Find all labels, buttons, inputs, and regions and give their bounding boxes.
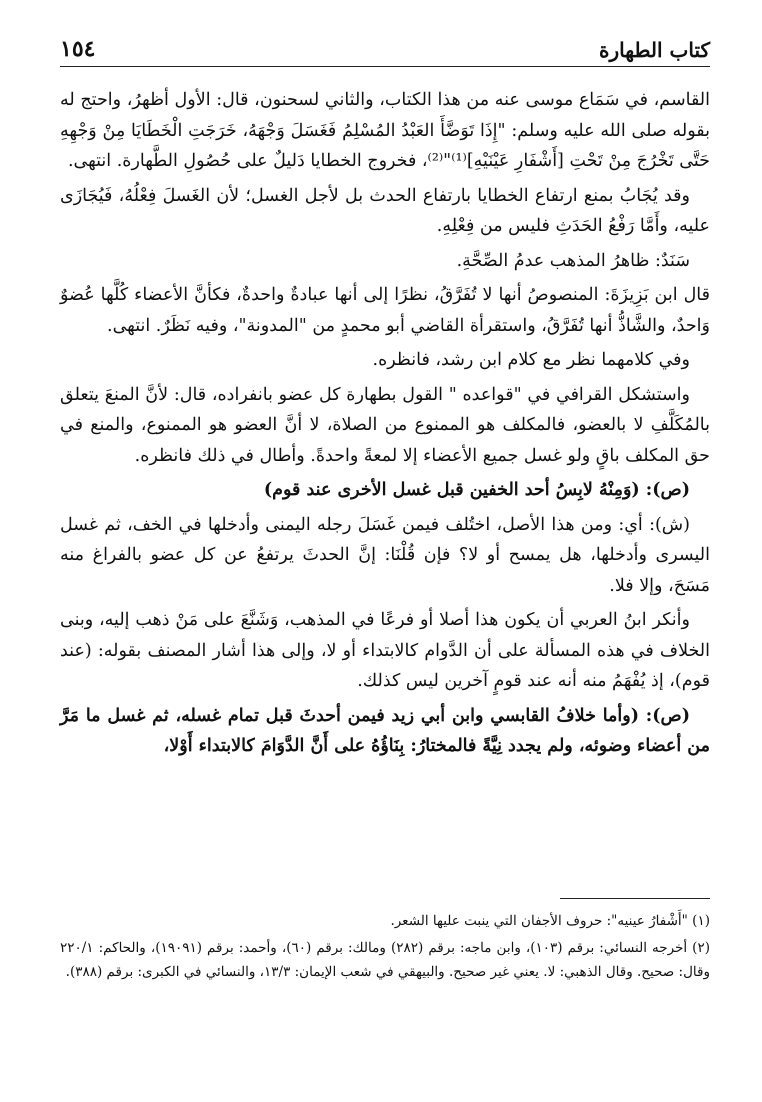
book-title: كتاب الطهارة [599,38,710,62]
matn-heading: (ص): (وَمِنْهُ لابِسُ أحد الخفين قبل غسل الأخرى عند قوم) [263,480,690,500]
paragraph: واستشكل القرافي في "قواعده " القول بطهارة كل عضو بانفراده، قال: لأنَّ المنعَ يتعلق بالمُكَلَّفِ لا بالعضو، فالمكلف هو الممنوع من الصلاة، لا أنَّ العضو هو الممنوع، والمنع في حق المكلف باقٍ ولو غسل جميع الأعضاء إلا لمعةً واحدةً. وأطال في ذلك فانظره. [60,384,710,466]
paragraph: قال ابن بَزِيزَةَ: المنصوصُ أنها لا تُفَرَّقُ، نظرًا إلى أنها عبادةٌ واحدةٌ، فكأنَّ الأعضاء كُلَّها عُضوٌ وَاحدٌ، والشَّاذُّ أنها تُفَرَّقُ، واستقرأة القاضي أبو محمدٍ من "المدونة"، وفيه نَظَرٌ. انتهى. [60,285,710,336]
matn-heading: (ص): (وأما خلافُ القابسي وابن أبي زيد فيمن أحدثَ قبل تمام غسله، ثم غسل ما مَرَّ من أعضاء وضوئه، ولم يجدد نِيَّةً فالمختارُ: بِنَاؤُهُ على أَنَّ الدَّوَامَ كالابتداء أَوْلا، [60,705,710,756]
footnote: (١) "أَشْفارُ عينيه": حروف الأجفان التي ينبت عليها الشعر. [390,913,710,929]
paragraph: وفي كلامهما نظر مع كلام ابن رشد، فانظره. [372,350,690,370]
page-number: ١٥٤ [60,36,96,62]
paragraph: سَنَدٌ: ظاهرُ المذهب عدمُ الصِّحَّةِ. [456,250,690,271]
page-header [60,30,710,67]
paragraph: (ش): أي: ومن هذا الأصل، اختُلف فيمن غَسَلَ رجله اليمنى وأدخلها في الخف، ثم غسل اليسرى وأدخلها، هل يمسح أو لا؟ فإن قُلْنَا: إنَّ الحدثَ يرتفعُ عن كل عضو بالفراغ منه مَسَحَ، وإلا فلا. [60,514,710,596]
paragraph: وأنكر ابنُ العربي أن يكون هذا أصلا أو فرعًا في المذهب، وَشَنَّعَ على مَنْ ذهب إليه، وبنى الخلاف في هذه المسألة على أن الدَّوام كالابتداء أو لا، وإلى هذا أشار المصنف بقوله: (عند قوم)، إذ يُفْهَمُ منه أنه عند قومٍ آخرين ليس كذلك. [60,610,710,691]
book-page [60,30,710,1080]
footnotes [60,898,710,987]
body-text [60,85,710,762]
footnote-divider [560,898,710,899]
footnote: (٢) أخرجه النسائي: برقم (١٠٣)، وابن ماجه: برقم (٢٨٢) ومالك: برقم (٦٠)، وأحمد: برقم (١٩٠٩١)، والحاكم: ٢٢٠/١ وقال: صحيح. وقال الذهبي: لا. يعني غير صحيح. والبيهقي في شعب الإيمان: ١٣/٣، والنسائي في الكبرى: برقم (٣٨٨). [60,940,710,980]
paragraph: القاسم، في سَمَاع موسى عنه من هذا الكتاب، والثاني لسحنون، قال: الأول أظهرُ، واحتج له بقوله صلى الله عليه وسلم: "إِذَا تَوَضَّأَ العَبْدُ المُسْلِمُ فَغَسَلَ وَجْهَهُ، خَرَجَتِ الْخَطَايَا مِنْ وَجْهِهِ حَتَّى تَخْرُجَ مِنْ تَحْتِ [أَشْفَارِ عَيْنَيْهِ]⁽¹⁾"⁽²⁾، فخروج الخطايا دَليلٌ على حُصُولِ الطَّهارة. انتهى. [60,90,710,171]
paragraph: وقد يُجَابُ بمنع ارتفاع الخطايا بارتفاع الحدث بل لأجل الغسل؛ لأن الغَسلَ فِعْلُهُ، فَيُجَازَى عليه، وأَمَّا رَفْعُ الحَدَثِ فليس من فِعْلِهِ. [60,185,710,236]
